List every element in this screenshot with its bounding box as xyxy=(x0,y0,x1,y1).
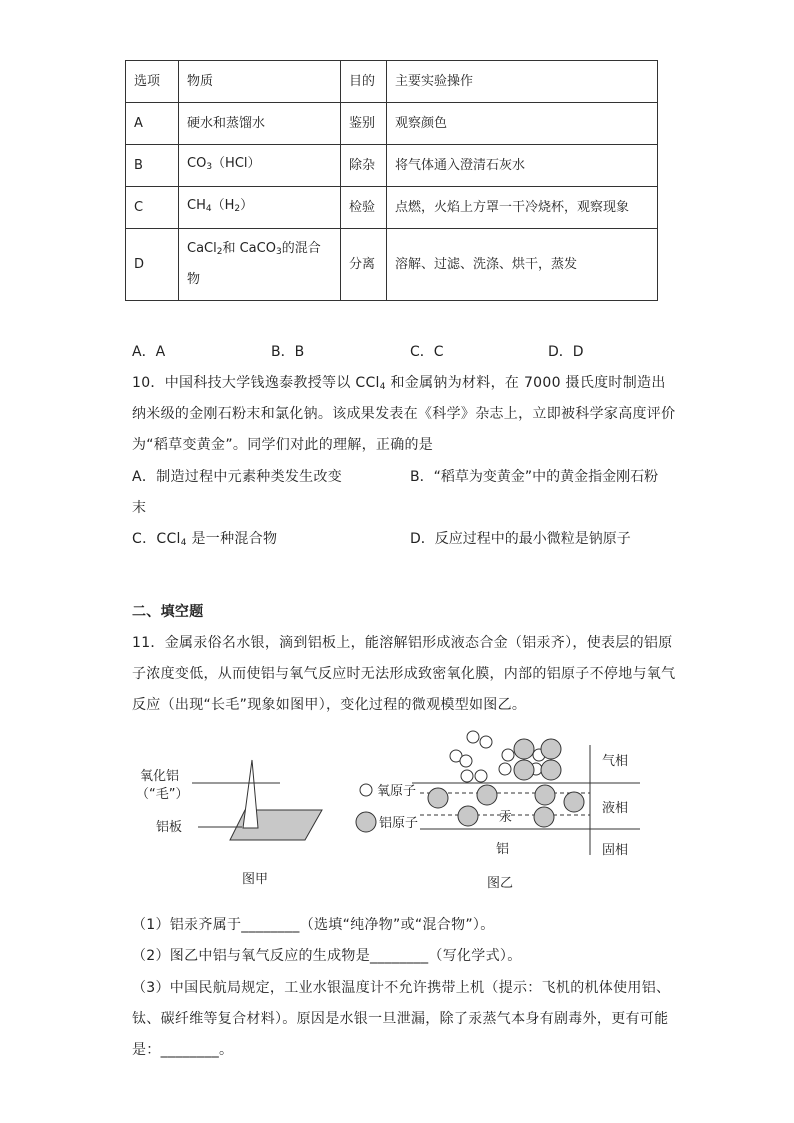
substance-cell: 硬水和蒸馏水 xyxy=(179,103,341,145)
option-cell: D xyxy=(126,229,179,301)
section-heading: 二、填空题 xyxy=(132,604,204,620)
q10-option-c xyxy=(132,528,277,548)
q11-stem-line2: 子浓度变低，从而使铝与氧气反应时无法形成致密氧化膜，内部的铝原子不停地与氧气 xyxy=(132,666,676,682)
q10-stem-line2: 纳米级的金刚石粉末和氯化钠。该成果发表在《科学》杂志上，立即被科学家高度评价 xyxy=(132,406,676,422)
table-header-row xyxy=(126,61,658,103)
substance-cell xyxy=(179,187,341,229)
subscript: 2 xyxy=(234,204,241,214)
aluminum-atom xyxy=(534,807,554,827)
q11-part3-line1: （3）中国民航局规定，工业水银温度计不允许携带上机（提示：飞机的机体使用铝、 xyxy=(132,980,671,996)
option-cell: A xyxy=(126,103,179,145)
q9-option-d: D．D xyxy=(548,344,584,360)
table-row xyxy=(126,103,658,145)
aluminum-atom xyxy=(535,785,555,805)
q10-stem-line3: 为“稻草变黄金”。同学们对此的理解，正确的是 xyxy=(132,437,434,453)
aluminum-atom xyxy=(514,760,534,780)
question-table xyxy=(125,60,658,301)
aluminum-label: 铝 xyxy=(496,842,510,857)
q11-part3-line2: 钛、碳纤维等复合材料）。原因是水银一旦泄漏，除了汞蒸气本身有剧毒外，更有可能 xyxy=(132,1011,669,1027)
purpose-cell: 除杂 xyxy=(341,145,387,187)
aluminum-atom xyxy=(477,785,497,805)
operation-cell: 将气体通入澄清石灰水 xyxy=(387,145,658,187)
option-cell: B xyxy=(126,145,179,187)
legend-aluminum-icon xyxy=(356,812,376,832)
q10-option-a: A．制造过程中元素种类发生改变 xyxy=(132,469,343,485)
table-row xyxy=(126,229,658,301)
substance-cell xyxy=(179,229,341,301)
gas-phase-label: 气相 xyxy=(602,754,629,769)
figure-a xyxy=(130,750,340,895)
header-option: 选项 xyxy=(126,61,179,103)
liquid-phase-label: 液相 xyxy=(602,801,629,816)
q10-option-b: B．“稻草为变黄金”中的黄金指金刚石粉 xyxy=(410,469,659,485)
oxygen-atom xyxy=(502,749,514,761)
formula-rest: ） xyxy=(240,198,254,213)
formula-rest: （HCl） xyxy=(212,156,261,171)
oxygen-atom xyxy=(467,731,479,743)
option-text: 是一种混合物 xyxy=(186,531,278,547)
legend-oxygen-label: 氧原子 xyxy=(377,784,417,799)
hair-label: （“毛”） xyxy=(136,787,189,802)
subscript: 3 xyxy=(275,247,282,257)
formula-line2: 物 xyxy=(187,272,201,287)
subscript: 3 xyxy=(206,162,213,172)
aluminum-atom xyxy=(541,739,561,759)
plate-label: 铝板 xyxy=(156,820,183,835)
q11-part2: （2）图乙中铝与氧气反应的生成物是________（写化学式）。 xyxy=(132,948,522,964)
oxygen-atom xyxy=(460,755,472,767)
legend-aluminum-label: 铝原子 xyxy=(379,816,419,831)
operation-cell: 观察颜色 xyxy=(387,103,658,145)
table-row xyxy=(126,187,658,229)
operation-cell: 溶解、过滤、洗涤、烘干，蒸发 xyxy=(387,229,658,301)
operation-cell: 点燃，火焰上方罩一干冷烧杯，观察现象 xyxy=(387,187,658,229)
formula: CH xyxy=(187,198,206,213)
header-substance: 物质 xyxy=(179,61,341,103)
q9-option-c: C．C xyxy=(410,344,444,360)
solid-phase-label: 固相 xyxy=(602,843,629,858)
figure-a-caption: 图甲 xyxy=(242,872,269,887)
formula-rest: 的混合 xyxy=(281,241,321,256)
oxygen-atom xyxy=(461,770,473,782)
formula: CO xyxy=(187,156,207,171)
header-purpose: 目的 xyxy=(341,61,387,103)
q11-part1: （1）铝汞齐属于________（选填“纯净物”或“混合物”）。 xyxy=(132,917,495,933)
legend-oxygen-icon xyxy=(360,784,372,796)
subscript: 4 xyxy=(205,204,212,214)
oxygen-atom xyxy=(499,763,511,775)
q10-text: 10．中国科技大学钱逸泰教授等以 CCl xyxy=(132,375,380,391)
formula: 和 CaCO xyxy=(222,241,276,256)
formula: CaCl xyxy=(187,241,217,256)
aluminum-atom xyxy=(564,792,584,812)
q10-text: 和金属钠为材料，在 7000 摄氏度时制造出 xyxy=(385,375,666,391)
q11-stem-line1: 11．金属汞俗名水银，滴到铝板上，能溶解铝形成液态合金（铝汞齐），使表层的铝原 xyxy=(132,635,673,651)
formula-mid: （H xyxy=(211,198,235,213)
purpose-cell: 鉴别 xyxy=(341,103,387,145)
aluminum-atom xyxy=(458,806,478,826)
q10-stem-line1 xyxy=(132,372,666,392)
oxygen-atom xyxy=(480,736,492,748)
aluminum-atom xyxy=(514,739,534,759)
purpose-cell: 分离 xyxy=(341,229,387,301)
substance-cell xyxy=(179,145,341,187)
oxide-label: 氧化铝 xyxy=(140,769,180,784)
table-row xyxy=(126,145,658,187)
aluminum-atom xyxy=(541,760,561,780)
q11-part3-line3: 是：________。 xyxy=(132,1042,234,1058)
header-operation: 主要实验操作 xyxy=(387,61,658,103)
purpose-cell: 检验 xyxy=(341,187,387,229)
figure-b-caption: 图乙 xyxy=(487,876,514,891)
oxide-hair xyxy=(243,760,258,828)
mercury-label: 汞 xyxy=(499,810,513,825)
option-text: C．CCl xyxy=(132,531,181,547)
figure-b xyxy=(350,725,650,895)
subscript: 4 xyxy=(180,538,187,548)
q10-option-b-cont: 末 xyxy=(132,500,147,516)
option-cell: C xyxy=(126,187,179,229)
q10-option-d: D．反应过程中的最小微粒是钠原子 xyxy=(410,531,631,547)
q11-stem-line3: 反应（出现“长毛”现象如图甲），变化过程的微观模型如图乙。 xyxy=(132,697,527,713)
subscript: 4 xyxy=(379,382,386,392)
q9-option-a: A．A xyxy=(132,344,166,360)
oxygen-atom xyxy=(475,770,487,782)
subscript: 2 xyxy=(216,247,223,257)
aluminum-atom xyxy=(428,788,448,808)
q9-option-b: B．B xyxy=(271,344,305,360)
